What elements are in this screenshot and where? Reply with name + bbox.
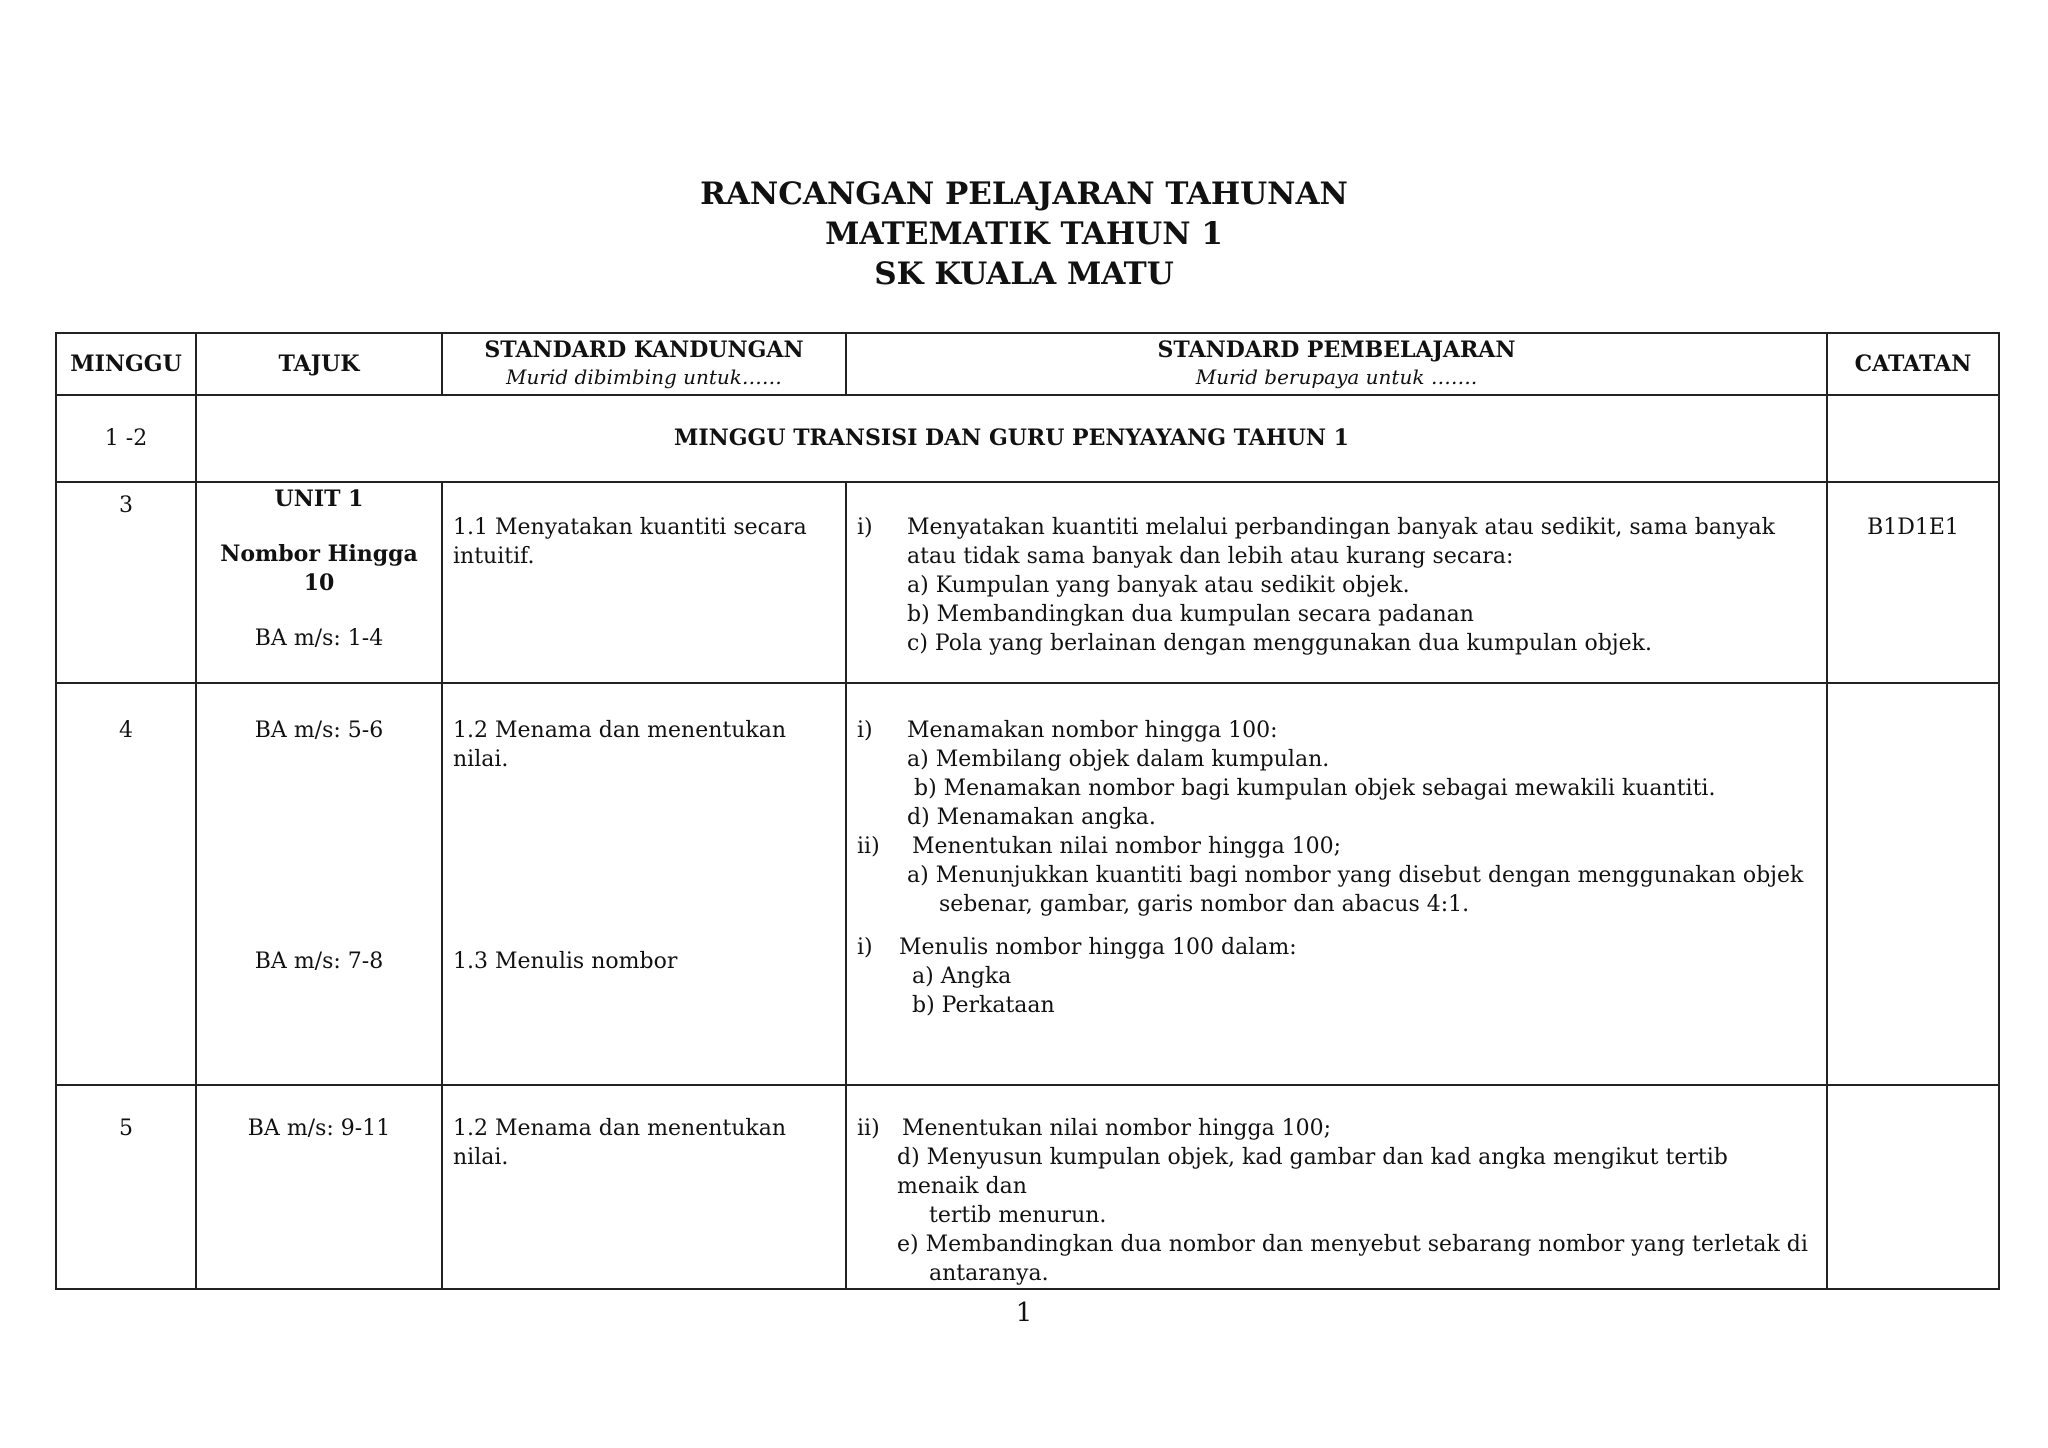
unit-topic: Nombor Hingga 10	[220, 541, 418, 596]
week-cell: 5	[56, 1085, 196, 1289]
notes-cell	[1827, 1085, 1999, 1289]
transition-week-cell: MINGGU TRANSISI DAN GURU PENYAYANG TAHUN 1	[196, 395, 1827, 482]
content-standard-cell: 1.1 Menyatakan kuantiti secara intuitif.	[442, 482, 846, 683]
week-cell: 3	[56, 482, 196, 683]
learning-substandard: d) Menyusun kumpulan objek, kad gambar dan kad angka mengikut tertib menaik dan	[897, 1145, 1728, 1199]
learning-substandard: a) Membilang objek dalam kumpulan.	[907, 747, 1330, 772]
topic-cell	[196, 482, 442, 683]
week-cell: 4	[56, 683, 196, 1085]
col-header-catatan: CATATAN	[1827, 333, 1999, 395]
learning-standard-item: Menulis nombor hingga 100 dalam:	[899, 935, 1297, 960]
item-numeral: ii)	[857, 834, 880, 859]
table-row	[56, 683, 1999, 1085]
item-numeral: i)	[857, 515, 873, 540]
week-cell: 1 -2	[56, 395, 196, 482]
sk-header-title: STANDARD KANDUNGAN	[484, 337, 804, 363]
sp-header-subtitle: Murid berupaya untuk …….	[1195, 365, 1478, 389]
col-header-standard-pembelajaran	[846, 333, 1827, 395]
learning-substandard: b) Menamakan nombor bagi kumpulan objek sebagai mewakili kuantiti.	[907, 776, 1716, 801]
learning-substandard: c) Pola yang berlainan dengan menggunakan dua kumpulan objek.	[907, 631, 1652, 656]
lesson-plan-table	[55, 332, 2000, 1290]
col-header-standard-kandungan	[442, 333, 846, 395]
learning-substandard: b) Membandingkan dua kumpulan secara padanan	[907, 602, 1474, 627]
col-header-tajuk: TAJUK	[196, 333, 442, 395]
topic-cell	[196, 683, 442, 1085]
table-row	[56, 482, 1999, 683]
content-standard-item: 1.3 Menulis nombor	[453, 949, 678, 974]
sk-header-subtitle: Murid dibimbing untuk……	[506, 365, 782, 389]
learning-substandard: a) Angka	[912, 964, 1012, 989]
learning-substandard: b) Perkataan	[912, 993, 1055, 1018]
item-numeral: ii)	[857, 1116, 880, 1141]
content-standard-cell: 1.2 Menama dan menentukan nilai.	[442, 1085, 846, 1289]
content-standard-cell	[442, 683, 846, 1085]
learning-substandard: a) Menunjukkan kuantiti bagi nombor yang disebut dengan menggunakan objek	[907, 863, 1804, 888]
notes-cell: B1D1E1	[1827, 482, 1999, 683]
content-standard-item: 1.2 Menama dan menentukan nilai.	[453, 718, 787, 772]
table-header-row	[56, 333, 1999, 395]
table-row	[56, 1085, 1999, 1289]
learning-substandard-cont: tertib menurun.	[929, 1203, 1107, 1228]
learning-standard-cell	[846, 482, 1827, 683]
learning-standard-cell	[846, 1085, 1827, 1289]
item-numeral: i)	[857, 935, 873, 960]
page-number: 1	[1015, 1298, 1033, 1328]
learning-standard-cell	[846, 683, 1827, 1085]
learning-substandard-cont: sebenar, gambar, garis nombor dan abacus 4:1.	[939, 892, 1470, 917]
table-row	[56, 395, 1999, 482]
learning-substandard: a) Kumpulan yang banyak atau sedikit objek.	[907, 573, 1410, 598]
learning-substandard-cont: antaranya.	[929, 1261, 1049, 1286]
col-header-minggu: MINGGU	[56, 333, 196, 395]
notes-cell	[1827, 683, 1999, 1085]
doc-title: RANCANGAN PELAJARAN TAHUNAN	[700, 176, 1348, 212]
learning-substandard: e) Membandingkan dua nombor dan menyebut sebarang nombor yang terletak di	[897, 1232, 1808, 1257]
doc-school: SK KUALA MATU	[874, 256, 1174, 292]
item-numeral: i)	[857, 718, 873, 743]
notes-cell	[1827, 395, 1999, 482]
book-page-ref: BA m/s: 7-8	[254, 949, 384, 974]
learning-substandard: d) Menamakan angka.	[907, 805, 1156, 830]
book-page-ref: BA m/s: 1-4	[254, 626, 384, 651]
sp-header-title: STANDARD PEMBELAJARAN	[1157, 337, 1516, 363]
topic-cell: BA m/s: 9-11	[196, 1085, 442, 1289]
learning-standard-item: Menentukan nilai nombor hingga 100;	[912, 834, 1342, 859]
book-page-ref: BA m/s: 5-6	[254, 718, 384, 743]
unit-label: UNIT 1	[274, 486, 364, 512]
learning-standard-item: Menyatakan kuantiti melalui perbandingan banyak atau sedikit, sama banyak atau tidak sama banyak dan lebih atau kurang secara:	[907, 515, 1775, 569]
learning-standard-item: Menentukan nilai nombor hingga 100;	[902, 1116, 1332, 1141]
doc-subject: MATEMATIK TAHUN 1	[825, 216, 1223, 252]
learning-standard-item: Menamakan nombor hingga 100:	[907, 718, 1278, 743]
